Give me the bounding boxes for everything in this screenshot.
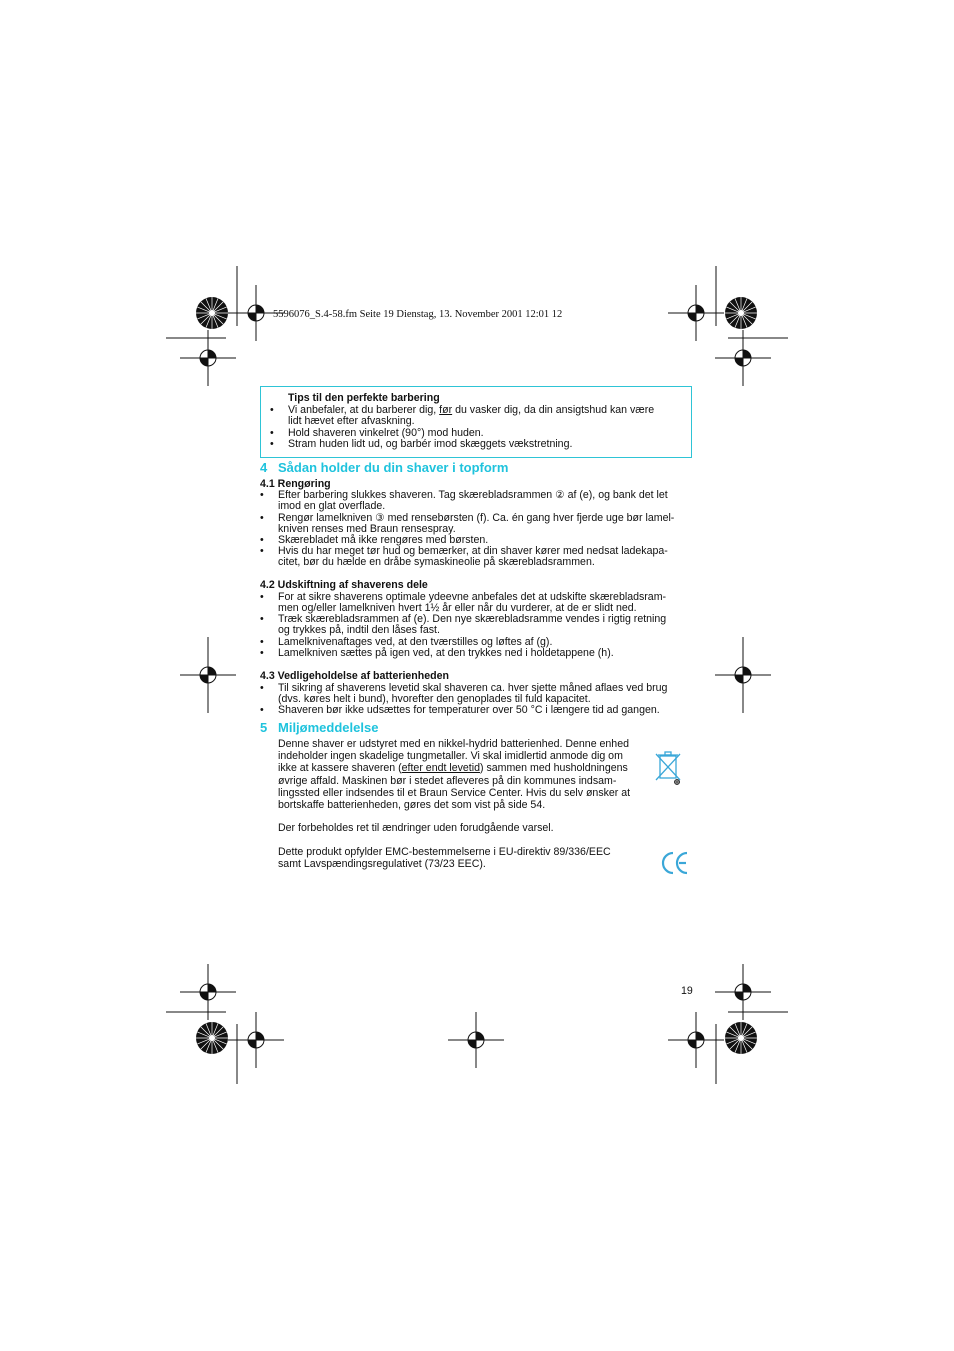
tips-title: Tips til den perfekte barbering: [288, 392, 440, 404]
crossed-bin-icon: [655, 750, 683, 786]
page-number: 19: [681, 985, 693, 997]
section-5-heading: 5 Miljømeddelelse: [260, 720, 379, 735]
ce-mark-icon: [660, 850, 690, 876]
subsection-4-3-heading: 4.3 Vedligeholdelse af batterienheden: [260, 670, 449, 682]
conformity-paragraph: Dette produkt opfylder EMC-bestemmelserne i EU-direktiv 89/336/EEC samt Lavspændingsregulativet (73/23 EEC).: [278, 846, 611, 871]
file-info-line: 5596076_S.4-58.fm Seite 19 Dienstag, 13. November 2001 12:01 12: [273, 309, 563, 320]
tips-box: Tips til den perfekte barbering • Vi anbefaler, at du barberer dig, før du vasker dig, da din ansigtshud kan være lidt hævet efter afvaskning. • Hold shaveren vinkelret (90°) mod huden. • Stram huden lidt ud, og barbér imod skæggets vækstretning.: [260, 386, 692, 458]
subsection-4-1-heading: 4.1 Rengøring: [260, 478, 331, 490]
environment-paragraph: Denne shaver er udstyret med en nikkel-hydrid batterienhed. Denne enhed indeholder ingen skadelige tungmetaller. Vi skal imidlertid anmode dig om ikke at kassere shaveren (efter endt levetid) sammen med husholdningens øvrige affald. Maskinen bør i stedet afleveres på din kommunes indsam- lingssted eller indsendes til et Braun Service Center. Hvis du selv ønsker at bortskaffe batterienheden, gøres det som vist på side 54.: [278, 738, 631, 811]
subsection-4-2-heading: 4.2 Udskiftning af shaverens dele: [260, 579, 428, 591]
disclaimer-paragraph: Der forbeholdes ret til ændringer uden forudgående varsel.: [278, 822, 554, 834]
section-4-heading: 4 Sådan holder du din shaver i topform: [260, 460, 509, 475]
